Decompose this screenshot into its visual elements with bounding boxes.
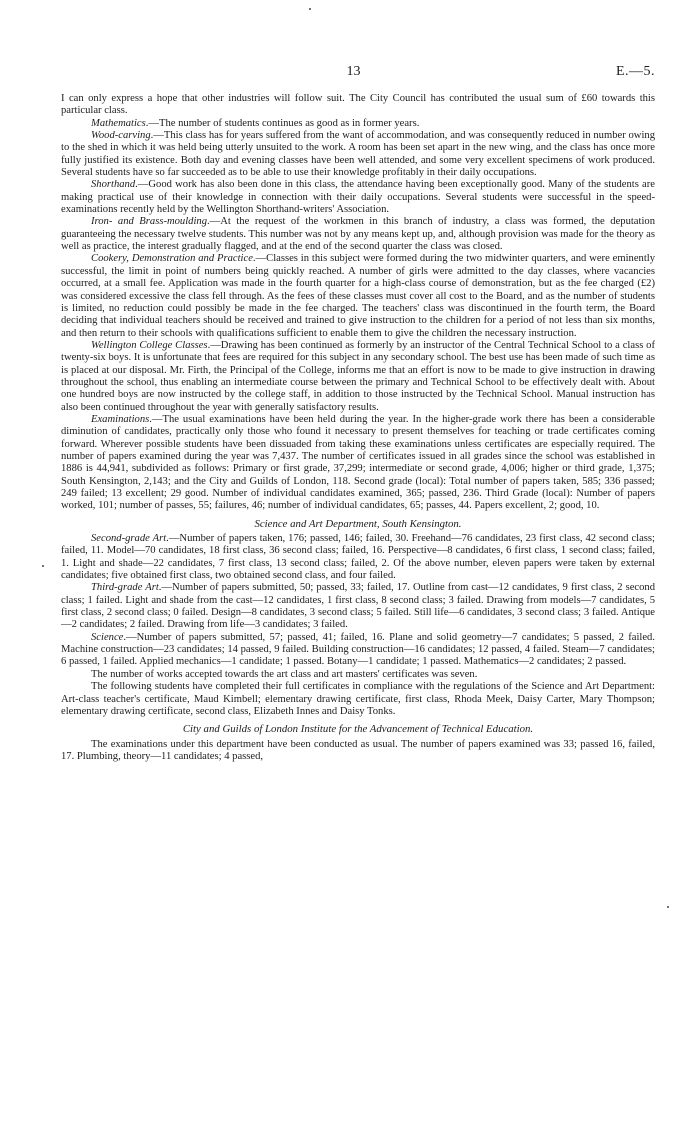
paragraph-heading: Second-grade Art [91,533,167,545]
page-number: 13 [346,64,361,79]
paragraph-heading: Third-grade Art [91,582,159,594]
paragraph-text: .—This class has for years suffered from the want of accommodation, and was consequently reduced in number owing to the shed in which it was held being utterly unsuited to the work. A room has been set apart in the new wing, and the class has once more fully justified its existence. Both day and evening classes have been well attended, and some very excellent specimens of work produced. Several students have so far succeeded as to be able to use their knowledge profitably in their daily occupations. [61,130,655,179]
paragraph-text: .—Number of papers submitted, 50; passed, 33; failed, 17. Outline from cast—12 candidates, 9 first class, 2 second class; 1 failed. Light and shade from the cast—12 candidates, 1 first class, 8 second class; 3 failed. Drawing from models—7 candidates, 5 first class, 2 second class; 0 failed. Design—8 candidates, 3 second class; 5 failed. Still life—6 candidates, 3 second class; 3 failed. Antique—2 candidates; 2 failed. Drawing from life—3 candidates; 3 failed. [61,582,655,631]
page-header [52,64,655,82]
paragraph-heading: Cookery, Demonstration and Practice [91,253,253,265]
scan-speck [667,906,669,908]
paragraph-heading: Mathematics [91,117,146,129]
paragraph-works-accepted [61,669,655,681]
paragraph-text: .—The number of students continues as good as in former years. [145,117,420,129]
paragraph-heading: Wellington College Classes [91,339,208,351]
paragraph-certificates [61,681,655,718]
paragraph-text: .—Classes in this subject were formed during the two midwinter quarters, and were eminently successful, the limit in point of numbers being quickly reached. A number of girls were admitted to the day classes, where vacancies occurred, at a small fee. Application was made in the fourth quarter for a high-class course of demonstration, but as the fee charged (£2) was considered excessive the class fell through. As the fees of these classes must cover all cost to the Board, and as the number of students is limited, no reduction could possibly be made in the fee charged. The teachers' class was discontinued in the fourth term, the Board deciding that individual teachers should be received and trained to give instruction to the children for a period of not less than six months, and then return to their schools with qualifications sufficient to enable them to give the children the necessary instruction. [61,253,656,339]
paragraph-text: .—Number of papers taken, 176; passed, 146; failed, 30. Freehand—76 candidates, 23 first class, 42 second class; failed, 11. Model—70 candidates, 18 first class, 36 second class; failed, 16. Perspective—8 candidates, 6 first class, 1 second class; failed, 1. Light and shade—22 candidates, 7 first class, 13 second class; failed, 2. Of the above number, eleven papers were taken by external candidates; five obtained first class, two obtained second class, and four failed. [61,533,655,582]
paragraph-examinations [61,414,655,513]
paragraph-second-grade-art [61,533,655,582]
paragraph-science [61,632,655,669]
report-body [61,93,655,763]
section-heading-city-guilds: City and Guilds of London Institute for the Advancement of Technical Education. [182,723,534,736]
paragraph-heading: Science [91,631,124,643]
paragraph-third-grade-art [61,582,655,631]
paragraph-shorthand [61,179,655,216]
paragraph-text: The following students have completed their full certificates in compliance with the regulations of the Science and Art Department: Art-class teacher's certificate, Maud Kimbell; elementary drawing certificate, first class, Rhoda Meek, Daisy Carter, Mary Thompson; elementary drawing certificate, second class, Elizabeth Innes and Daisy Tonks. [61,681,655,717]
paragraph-heading: Shorthand [91,179,136,191]
paragraph-text: .—Drawing has been continued as formerly by an instructor of the Central Technical School to a class of twenty-six boys. It is unfortunate that fees are required for this subject in any secondary school. The best use has been made of such time as is placed at our disposal. Mr. Firth, the Principal of the College, informs me that an effort is now to be made to give instruction in drawing throughout the school, thus enabling an intermediate course between the primary and Technical School to be effectively dealt with. About one hundred boys are now instructed by the college staff, in addition to those instructed by the Technical School. Manual instruction has also been continued throughout the year with generally satisfactory results. [61,339,655,413]
scan-speck [42,565,44,567]
paragraph-heading: Iron- and Brass-moulding [91,216,207,228]
paragraph-heading: Wood-carving [91,130,151,142]
paragraph-text: .—The usual examinations have been held during the year. In the higher-grade work there has been a considerable diminution of candidates, practically only those who found it necessary to present themselves for teaching or trade certificates coming forward. Wherever possible students have been dissuaded from taking these examinations unless certificates are especially required. The number of papers examined during the year was 7,437. The number of certificates issued in all grades since the school was established in 1886 is 44,941, subdivided as follows: Primary or first grade, 37,299; intermediate or second grade, 4,006; higher or third grade, 1,375; South Kensington, 2,143; and the City and Guilds of London, 118. Second grade (local): Total number of papers taken, 585; 336 passed; 249 failed; 13 excellent; 29 good. Number of individual candidates examined, 365; passed, 236. Third Grade (local): Number of papers worked, 101; number of passes, 55; failures, 46; number of individual candidates, 65; passes, 44. Papers excellent, 2; good, 10. [61,413,655,512]
paragraph-cookery [61,253,655,339]
paragraph-moulding [61,216,655,253]
section-heading-science-art: Science and Art Department, South Kensington. [254,517,462,530]
paragraph-heading: Examinations [91,413,150,425]
paragraph-text: .—Good work has also been done in this class, the attendance having been exceptionally good. Many of the students are making practical use of their knowledge in connection with their daily occupations. Several students were successful in the speed-examinations recently held by the Wellington Shorthand-writers' Association. [61,179,655,216]
paragraph-mathematics [61,118,655,130]
paragraph-text: .—Number of papers submitted, 57; passed, 41; failed, 16. Plane and solid geometry—7 candidates; 5 passed, 2 failed. Machine construction—23 candidates; 14 passed, 9 failed. Building construction—16 candidates; 12 passed, 4 failed. Steam—7 candidates; 6 passed, 1 failed. Applied mechanics—1 candidate; 1 passed. Botany—1 candidate; 1 passed. Mathematics—2 candidates; 2 passed. [61,631,655,668]
paragraph-intro [61,93,655,118]
paragraph-wellington-college [61,340,655,414]
paragraph-text: The examinations under this department have been conducted as usual. The number of papers examined was 33; passed 16, failed, 17. Plumbing, theory—11 candidates; 4 passed, [61,738,655,762]
scan-speck [309,8,311,10]
paragraph-city-guilds [61,739,655,764]
paragraph-wood-carving [61,130,655,179]
series-code: E.—5. [615,64,655,79]
paragraph-text: The number of works accepted towards the art class and art masters' certificates was seven. [91,668,478,680]
paragraph-text: .—At the request of the workmen in this branch of industry, a class was formed, the deputation guaranteeing the necessary twelve students. This number was not by any means kept up, and, although provision was made for the theory as well as practice, the interest gradually flagged, and at the end of the second quarter the class was closed. [61,216,655,253]
paragraph-text: I can only express a hope that other industries will follow suit. The City Council has contributed the usual sum of £60 towards this particular class. [61,93,655,117]
